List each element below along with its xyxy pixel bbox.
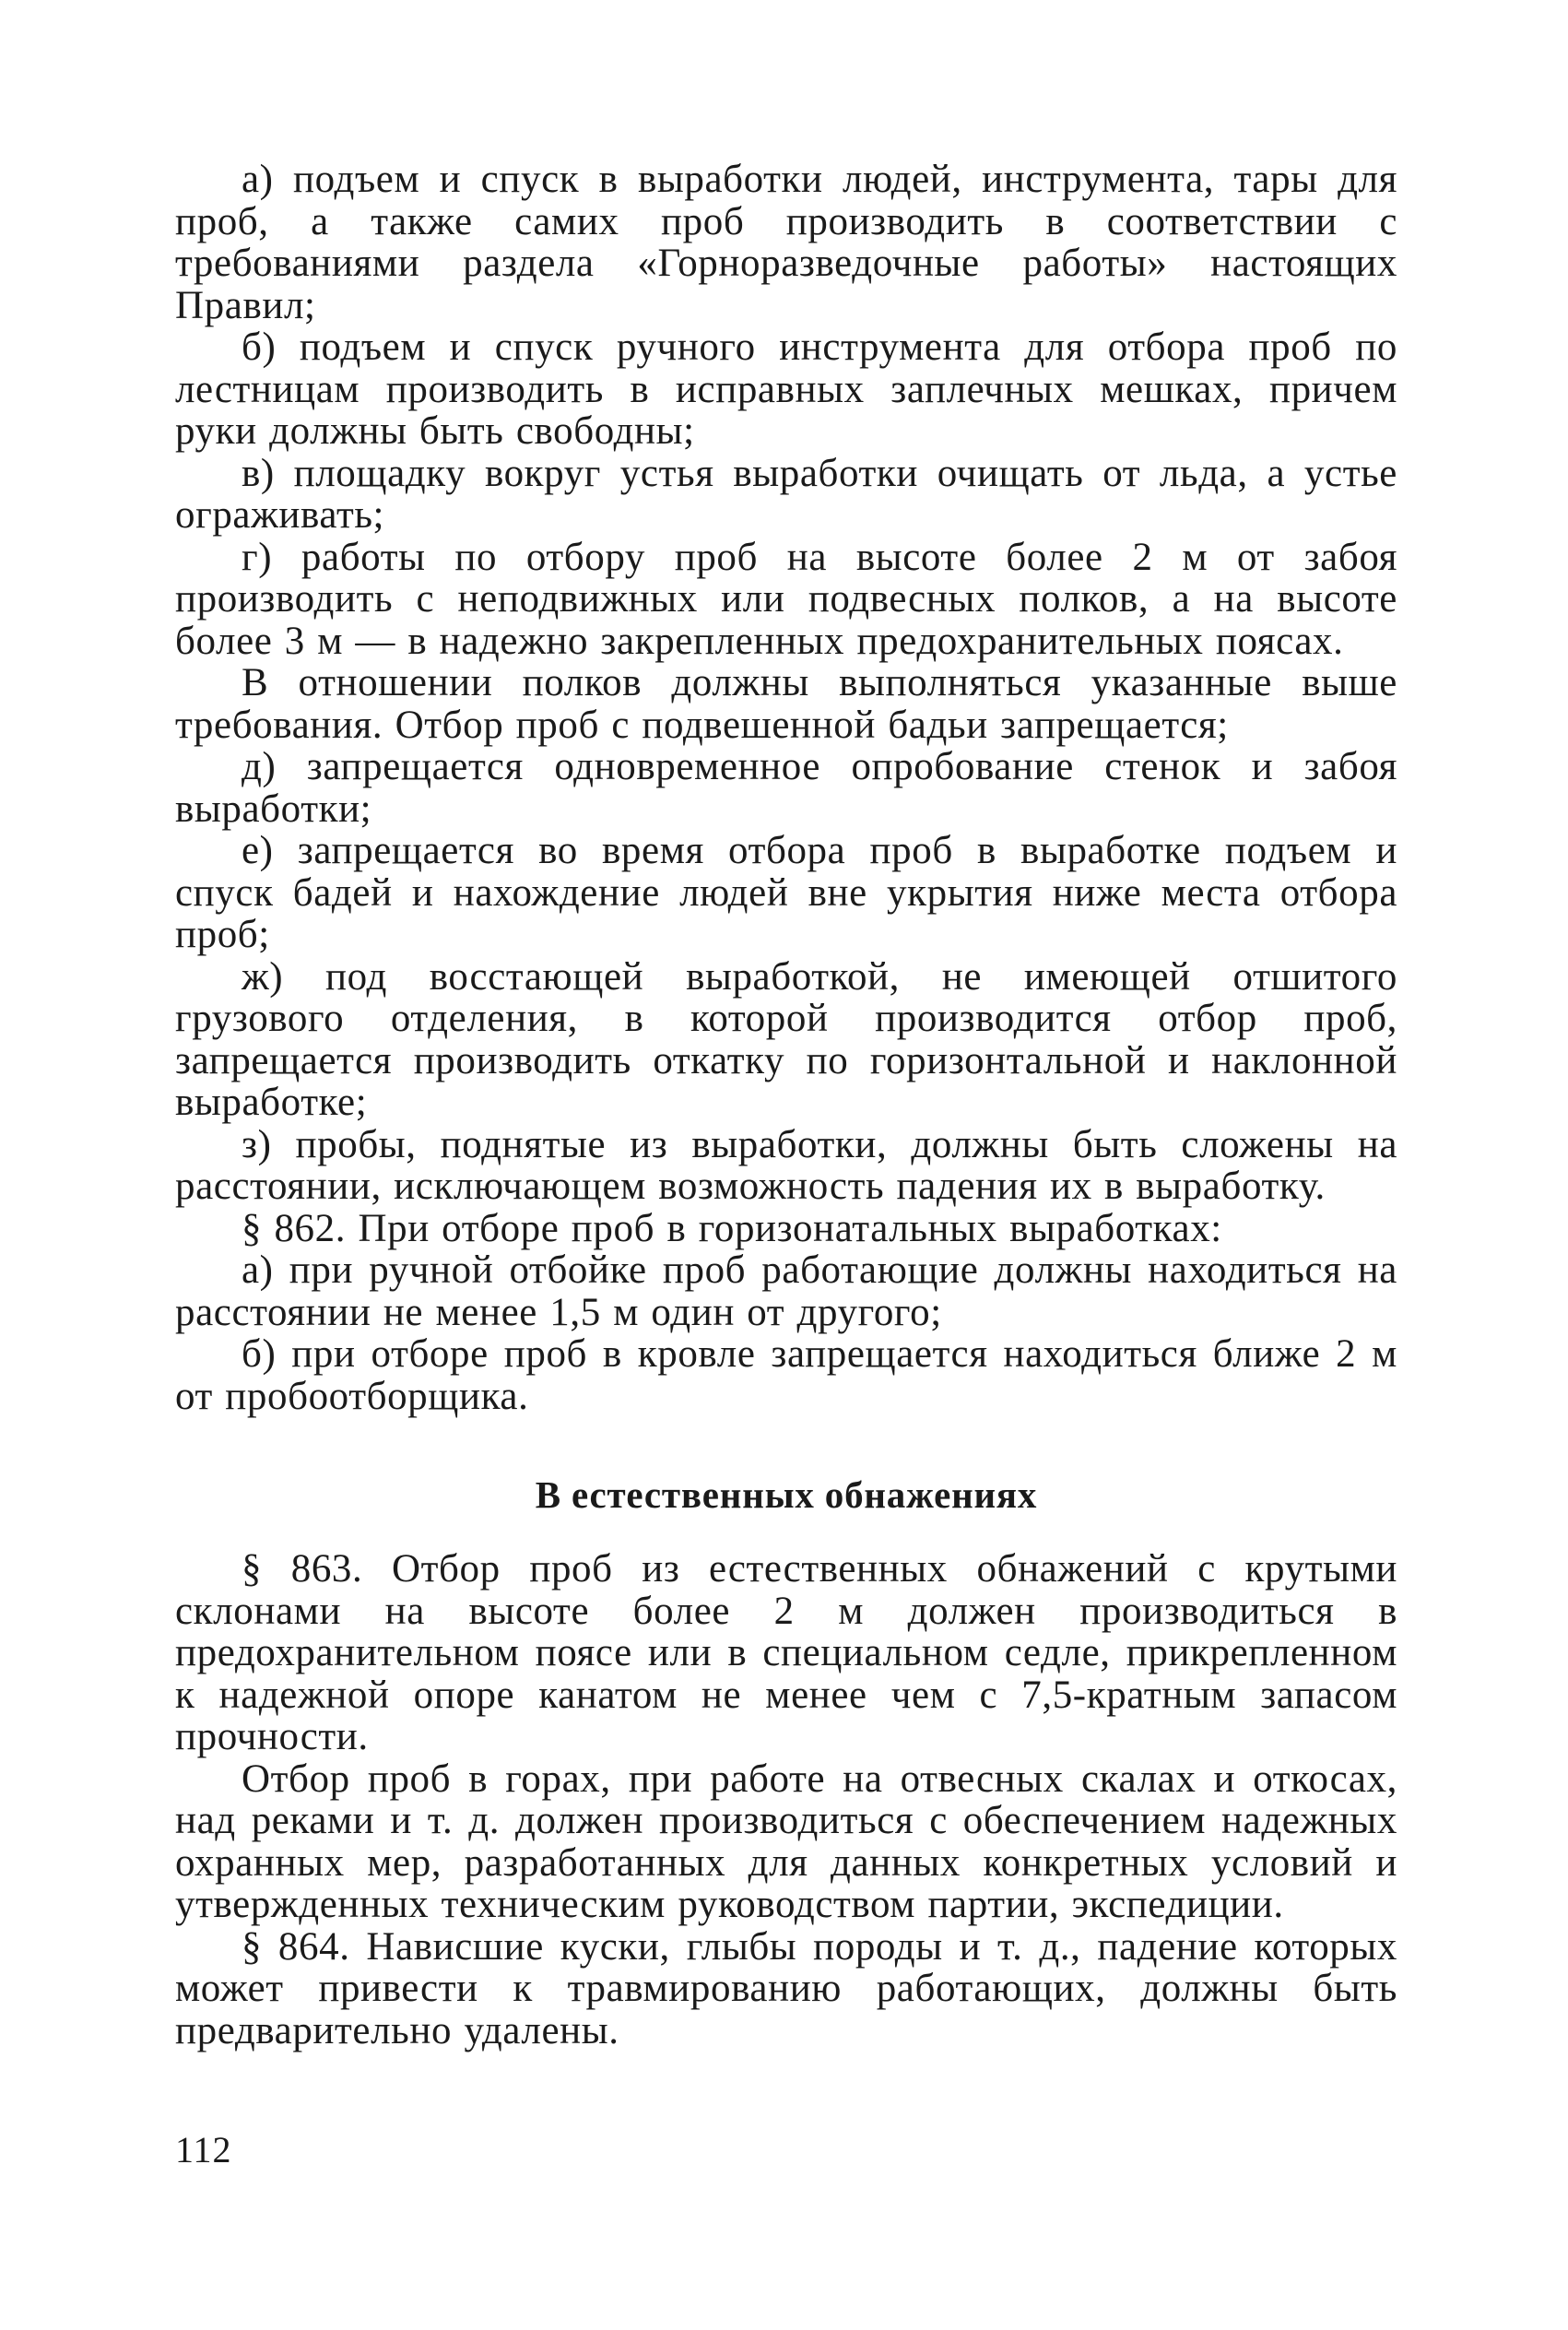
- paragraph-862-a-distance: а) при ручной отбойке проб работающие должны находиться на расстоянии не менее 1,5 м один от другого;: [175, 1248, 1397, 1334]
- paragraph-862-b-roof: б) при отборе проб в кровле запрещается находиться ближе 2 м от пробоотборщика.: [175, 1332, 1397, 1418]
- paragraph-v-ice-clearing: в) площадку вокруг устья выработки очищать от льда, а устье ограживать;: [175, 451, 1397, 537]
- paragraph-shelves-requirements: В отношении полков должны выполняться указанные выше требования. Отбор проб с подвешенной бадьи запрещается;: [175, 661, 1397, 747]
- paragraph-zh-raise-haulage: ж) под восстающей выработкой, не имеющей отшитого грузового отделения, в которой производится отбор проб, запрещается производить откатку по горизонтальной и наклонной выработке;: [175, 954, 1397, 1124]
- paragraph-mountain-sampling: Отбор проб в горах, при работе на отвесных скалах и откосах, над реками и т. д. должен производиться с обеспечением надежных охранных мер, разработанных для данных конкретных условий и утвержденных техническим руководством партии, экспедиции.: [175, 1756, 1397, 1926]
- section-863: § 863. Отбор проб из естественных обнажений с крутыми склонами на высоте более 2 м должен производиться в предохранительном поясе или в специальном седле, прикрепленном к надежной опоре канатом не менее чем с 7,5-кратным запасом прочности.: [175, 1547, 1397, 1758]
- paragraph-e-bucket-movement: е) запрещается во время отбора проб в выработке подъем и спуск бадей и нахождение людей вне укрытия ниже места отбора проб;: [175, 829, 1397, 956]
- paragraph-d-simultaneous-sampling: д) запрещается одновременное опробование стенок и забоя выработки;: [175, 745, 1397, 831]
- section-862-intro: § 862. При отборе проб в горизонатальных выработках:: [242, 1206, 1222, 1250]
- paragraph-g-height-work: г) работы по отбору проб на высоте более 2 м от забоя производить с неподвижных или подвесных полков, а на высоте более 3 м — в надежно закрепленных предохранительных поясах.: [175, 535, 1397, 663]
- paragraph-z-sample-storage: з) пробы, поднятые из выработки, должны быть сложены на расстоянии, исключающем возможность падения их в выработку.: [175, 1122, 1397, 1208]
- paragraph-a-lifting-people: а) подъем и спуск в выработки людей, инструмента, тары для проб, а также самих проб производить в соответствии с требованиями раздела «Горноразведочные работы» настоящих Правил;: [175, 158, 1397, 327]
- page-body: [175, 159, 1397, 2052]
- section-heading: В естественных обнажениях: [535, 1473, 1038, 1516]
- page-number: 112: [175, 2129, 232, 2170]
- paragraph-b-hand-tools: б) подъем и спуск ручного инструмента для отбора проб по лестницам производить в исправных заплечных мешках, причем руки должны быть свободны;: [175, 325, 1397, 453]
- section-864: § 864. Нависшие куски, глыбы породы и т. д., падение которых может привести к травмированию работающих, должны быть предварительно удалены.: [175, 1924, 1397, 2052]
